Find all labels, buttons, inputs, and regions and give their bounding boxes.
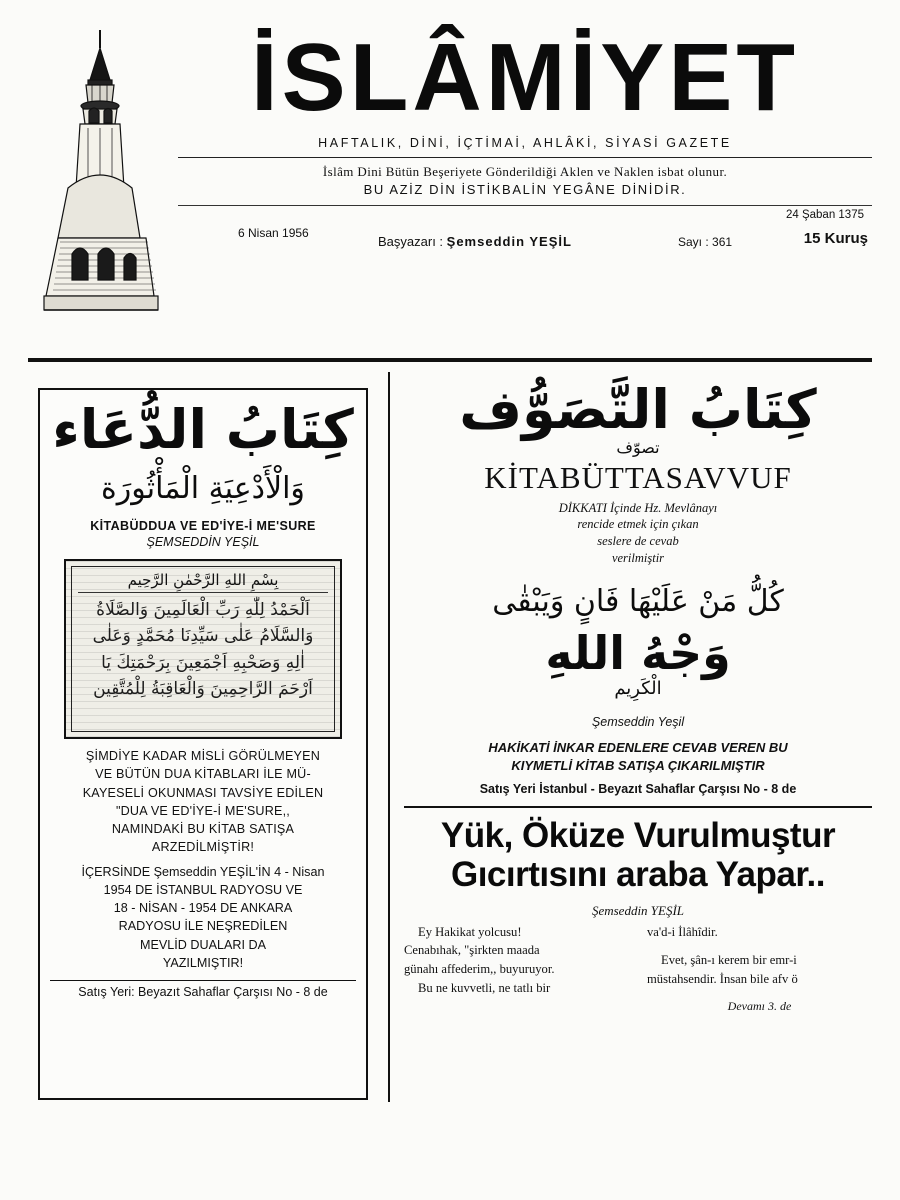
price-label: 15 Kuruş [803,229,868,247]
book-pitch-line-1: HAKİKATİ İNKAR EDENLERE CEVAB VEREN BU [488,739,788,755]
ad-promo-text [48,747,358,857]
book-note-line-2: rencide etmek için çıkan [577,517,699,532]
arabic-quote-mid: وَجْهُ اللهِ [545,625,731,680]
book-note-line-1: DİKKATI İçinde Hz. Mevlânayı [558,500,718,515]
publication-date-hijri: 24 Şaban 1375 [785,208,864,221]
masthead [28,18,872,348]
promo-line-6: ARZEDİLMİŞTİR! [151,840,255,855]
ornate-line-1: اَلْحَمْدُ لِلّٰهِ رَبِّ الْعَالَمِينَ وَالصَّلَاةُ [96,600,310,620]
masthead-subtitle: HAFTALIK, DİNİ, İÇTİMAİ, AHLÂKİ, SİYASİ GAZETE [318,135,732,150]
ornate-line-3: اٰلِهِ وَصَحْبِهِ اَجْمَعِينَ بِرَحْمَتِكَ يَا [101,652,305,673]
page-title: İSLÂMİYET [250,24,799,131]
promo2-line-6: YAZILMIŞTIR! [162,955,244,970]
ad-kitabudduа [38,388,368,1100]
arabic-quote-small: الْكَرِيم [614,678,662,699]
headline-line-2: Gıcırtısını araba Yapar.. [450,855,825,895]
promo2-line-2: 1954 DE İSTANBUL RADYOSU VE [103,882,303,897]
article-body-left [404,923,629,1016]
issue-info [678,235,732,249]
editor-name: Şemseddin YEŞİL [446,233,572,249]
masthead-slogan-2: BU AZİZ DİN İSTİKBALİN YEGÂNE DİNİDİR. [363,181,687,197]
promo-line-1: ŞİMDİYE KADAR MİSLİ GÖRÜLMEYEN [85,749,321,763]
article-body-right [647,923,872,1016]
promo2-line-4: RADYOSU İLE NEŞREDİLEN [118,919,288,934]
issue-label: Sayı : [678,234,709,249]
column-divider [388,372,390,1102]
continued-note: Devamı 3. de [727,999,792,1014]
promo-line-3: KAYESELİ OKUNMASI TAVSİYE EDİLEN [82,785,324,800]
masthead-slogan-1: İslâm Dini Bütün Beşeriyete Gönderildiği Aklen ve Naklen isbat olunur. [322,163,728,179]
arabic-title-right-small: تصوّف [616,437,660,457]
promo2-line-3: 18 - NİSAN - 1954 DE ANKARA [113,901,293,915]
divider-heavy [28,358,872,362]
book-note-line-4: verilmiştir [611,551,665,566]
book-pitch [404,739,872,777]
editor-credit [378,234,572,249]
article-body [404,923,872,1016]
body-left-line-3: günahı affederim,, buyuruyor. [404,962,555,977]
arabic-title-right: كِتَابُ التَّصَوُّف [459,378,817,441]
body-right-line-2: Evet, şân-ı kerem bir emr-i [661,953,797,968]
headline-line-1: Yük, Öküze Vurulmuştur [440,816,836,856]
promo-line-5: NAMINDAKİ BU KİTAB SATIŞA [111,822,295,836]
ad-promo-secondary [48,863,358,973]
book-title-caption: KİTABÜDDUA VE ED'İYE-İ ME'SURE [90,519,316,533]
body-right-line-1: va'd-i İlâhîdir. [647,924,718,939]
right-column [404,372,872,1102]
arabic-title-left: كِتَابُ الدُّعَاء [52,398,354,461]
ornate-basmala: بِسْمِ اللهِ الرَّحْمٰنِ الرَّحِيم [78,571,328,593]
sale-location-left: Satış Yeri: Beyazıt Sahaflar Çarşısı No - 8 de [78,985,328,999]
book-pitch-line-2: KIYMETLİ KİTAB SATIŞA ÇIKARILMIŞTIR [511,758,765,774]
book-note [404,500,872,568]
article-byline: Şemseddin YEŞİL [591,902,685,918]
body-left-line-4: Bu ne kuvvetli, ne tatlı bir [418,981,551,996]
ornate-line-4: اَرْحَمَ الرَّاحِمِينَ وَالْعَاقِبَةُ لِلْمُتَّقِين [93,679,313,700]
sale-location-right: Satış Yeri İstanbul - Beyazıt Sahaflar Çarşısı No - 8 de [479,782,797,797]
article-headline [404,816,872,894]
book-title-right: KİTABÜTTASAVVUF [484,459,792,495]
body-left-line-1: Ey Hakikat yolcusu! [418,924,522,939]
masthead-meta [178,206,872,266]
divider-article [404,806,872,808]
arabic-subtitle-left: وَالْأَدْعِيَةِ الْمَأْثُورَة [101,470,305,506]
issue-number: 361 [712,234,733,249]
editor-label: Başyazarı : [378,233,444,249]
promo2-line-1: İÇERSİNDE Şemseddin YEŞİL'İN 4 - Nisan [81,864,325,879]
body-right-line-3: müstahsendir. İnsan bile afv ö [647,972,798,987]
divider-sale-left [50,980,356,981]
ornate-page-illustration [64,559,342,739]
divider-top [178,157,872,158]
promo2-line-5: MEVLİD DUALARI DA [140,937,266,952]
arabic-quote-top: كُلُّ مَنْ عَلَيْهَا فَانٍ وَيَبْقٰى [492,584,784,619]
publication-date-gregorian: 6 Nisan 1956 [238,225,309,240]
promo-line-4: "DUA VE ED'İYE-İ ME'SURE,, [115,803,291,818]
book-author-caption: ŞEMSEDDİN YEŞİL [146,535,260,549]
promo-line-2: VE BÜTÜN DUA KİTABLARI İLE MÜ- [95,767,311,782]
ornate-line-2: وَالسَّلَامُ عَلٰى سَيِّدِنَا مُحَمَّدٍ وَعَلٰى [92,626,314,647]
book-note-line-3: seslere de cevab [597,534,679,549]
mosque-minaret-icon [28,28,168,313]
book-author-right: Şemseddin Yeşil [591,714,685,729]
body-left-line-2: Cenabıhak, "şirkten maada [404,943,540,958]
